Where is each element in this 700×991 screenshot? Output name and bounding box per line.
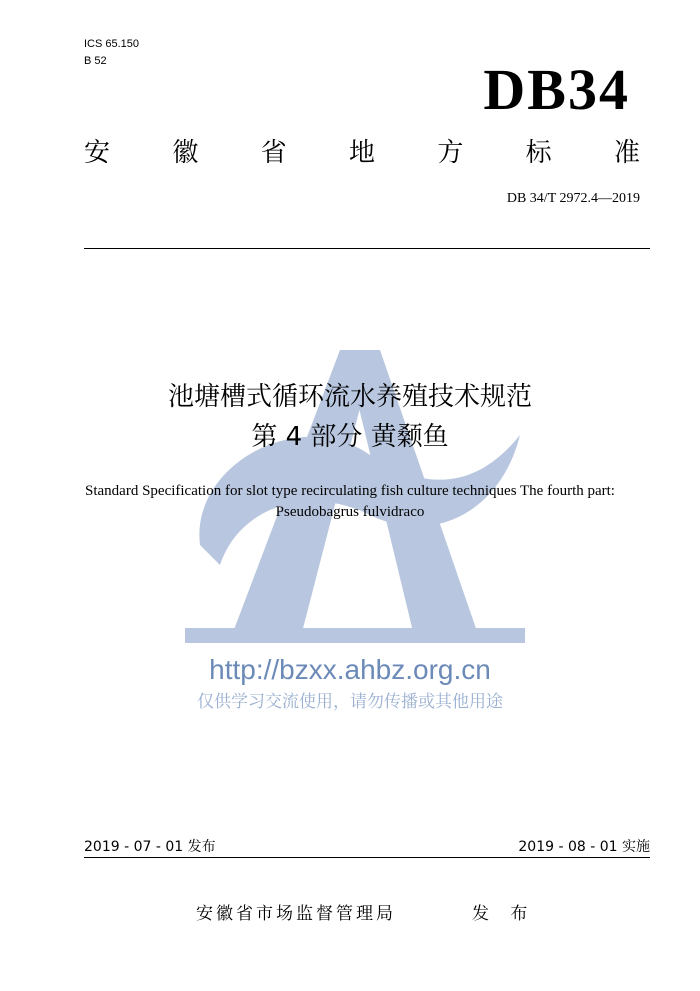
standard-type-char: 标 bbox=[525, 138, 552, 168]
watermark-url: http://bzxx.ahbz.org.cn bbox=[209, 654, 491, 685]
standard-code: DB 34/T 2972.4—2019 bbox=[506, 191, 640, 206]
watermark-base bbox=[185, 628, 525, 643]
classification-code: B 52 bbox=[84, 55, 107, 67]
standard-type-char: 地 bbox=[348, 138, 375, 168]
watermark-note: 仅供学习交流使用，请勿传播或其他用途 bbox=[197, 692, 503, 712]
implement-date: 2019 - 08 - 01 实施 bbox=[518, 839, 650, 855]
title-chinese-line1: 池塘槽式循环流水养殖技术规范 bbox=[167, 382, 532, 412]
standard-type-char: 方 bbox=[437, 138, 464, 168]
standard-type-char: 省 bbox=[260, 138, 287, 168]
standard-type bbox=[84, 136, 640, 170]
bottom-divider bbox=[84, 857, 650, 858]
issuing-authority: 安徽省市场监督管理局 bbox=[196, 904, 396, 924]
ics-code: ICS 65.150 bbox=[84, 38, 140, 50]
standard-type-char: 准 bbox=[613, 138, 640, 168]
standard-logo: DB34 bbox=[483, 57, 630, 122]
publish-date: 2019 - 07 - 01 发布 bbox=[84, 839, 216, 855]
title-english: Standard Specification for slot type recirculating fish culture techniques The fourth part: Pseudobagrus fulvidraco bbox=[85, 483, 615, 520]
standard-type-char: 安 bbox=[84, 138, 111, 168]
issue-label: 发 布 bbox=[472, 904, 536, 924]
standard-type-char: 徽 bbox=[172, 138, 199, 168]
title-chinese-line2: 第 4 部分 黄颡鱼 bbox=[251, 422, 449, 452]
top-divider bbox=[84, 248, 650, 249]
